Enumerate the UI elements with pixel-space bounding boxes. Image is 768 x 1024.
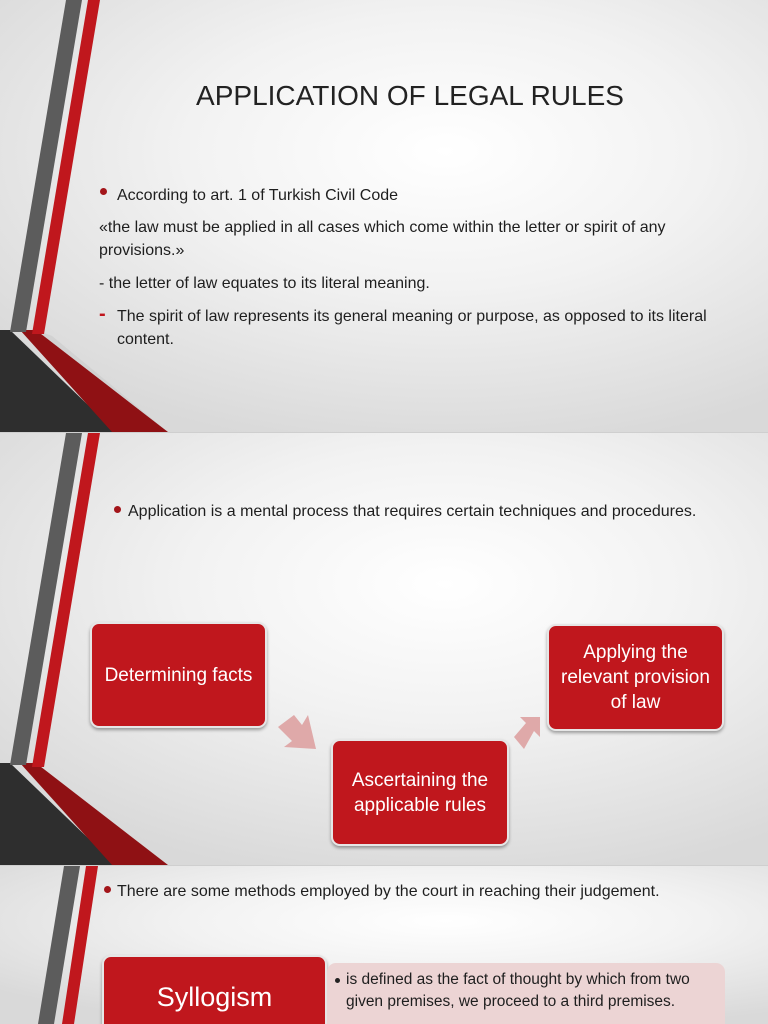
bullet-text: Application is a mental process that requires certain techniques and procedures. — [128, 503, 697, 520]
bullet-text: There are some methods employed by the court in reaching their judgement. — [117, 883, 660, 900]
syllogism-box: Syllogism — [102, 955, 327, 1024]
arrow-right-up-icon — [510, 715, 544, 755]
spirit-of-law-text: The spirit of law represents its general meaning or purpose, as opposed to its literal content. — [117, 308, 707, 348]
arrow-right-down-icon — [276, 713, 320, 753]
letter-of-law-text: - the letter of law equates to its literal meaning. — [99, 275, 430, 292]
slide-2 — [0, 433, 768, 865]
bullet-dot — [114, 506, 121, 513]
bullet-dot — [100, 188, 107, 195]
slide-title: APPLICATION OF LEGAL RULES — [196, 80, 624, 111]
definition-text: is defined as the fact of thought by which from two given premises, we proceed to a third premises. — [346, 971, 690, 1010]
dash-bullet: - — [99, 303, 106, 325]
definition-box — [327, 963, 725, 1024]
slide-1 — [0, 0, 768, 432]
process-step-1: Determining facts — [90, 622, 267, 728]
bullet-text: According to art. 1 of Turkish Civil Code — [117, 187, 399, 204]
quote-text: «the law must be applied in all cases which come within the letter or spirit of any provisions.» — [99, 219, 666, 259]
slide-3 — [0, 866, 768, 1024]
bullet-dot — [104, 886, 111, 893]
process-step-3: Applying the relevant provision of law — [547, 624, 724, 731]
process-step-2: Ascertaining the applicable rules — [331, 739, 509, 846]
bullet-dot — [335, 978, 340, 983]
